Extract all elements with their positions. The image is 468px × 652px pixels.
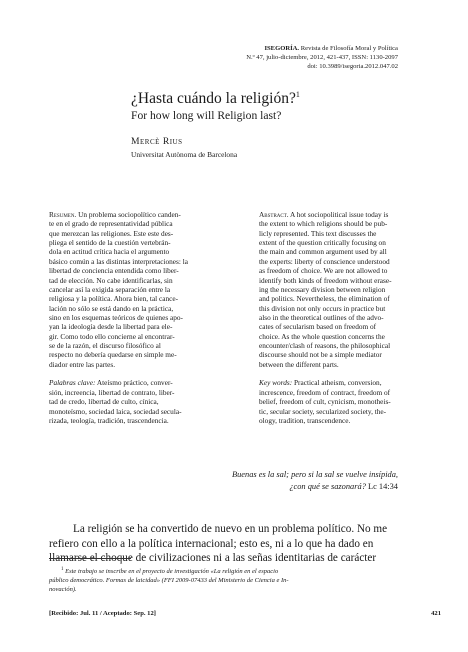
footnote bbox=[49, 566, 441, 595]
abstract-line: ing the necessary division between religion bbox=[259, 284, 386, 294]
resumen-line: pliega el sentido de la cuestión vertebrán- bbox=[49, 238, 171, 248]
abstract-line: the experts: liberty of conscience understood bbox=[259, 256, 390, 266]
key-words-line: increscence, freedom of contract, freedom of bbox=[259, 387, 391, 397]
journal-name: ISEGORÍA. bbox=[264, 45, 300, 52]
palabras-clave-line: rizada, teología, tradición, trascendencia. bbox=[49, 415, 169, 425]
resumen-line: sino en los esquemas teóricos de quienes apo- bbox=[49, 312, 183, 322]
abstract-label: Abstract. bbox=[259, 210, 289, 219]
journal-subtitle: Revista de Filosofía Moral y Política bbox=[299, 45, 398, 52]
resumen-line-text: Un problema sociopolítico canden- bbox=[76, 210, 181, 219]
title-text: ¿Hasta cuándo la religión? bbox=[131, 90, 296, 108]
resumen-line: básico común a las distintas interpretaciones: la bbox=[49, 256, 189, 266]
footnote-line bbox=[49, 566, 441, 577]
spacer bbox=[49, 369, 231, 378]
body-line: La religión se ha convertido de nuevo en un problema político. No me bbox=[73, 523, 388, 535]
palabras-clave-block bbox=[49, 378, 231, 425]
resumen-line: religiosa y la política. Ahora bien, tal cance- bbox=[49, 294, 179, 304]
resumen-line: yan la ideología desde la libertad para ele- bbox=[49, 322, 173, 332]
resumen-line: que merezcan las religiones. Este este des- bbox=[49, 228, 174, 238]
abstract-line: and politics. Nevertheless, the elimination of bbox=[259, 294, 390, 304]
abstract-line: licly represented. This text discusses the bbox=[259, 228, 377, 238]
resumen-line: lación no sólo se está dando en la práctica, bbox=[49, 303, 174, 313]
resumen-line: dola en actitud crítica hacia el argumento bbox=[49, 247, 170, 257]
doi-line: doi: 10.3989/isegoria.2012.047.02 bbox=[307, 63, 398, 71]
key-words-line-text: Practical atheism, conversion, bbox=[292, 378, 382, 388]
journal-header bbox=[246, 44, 398, 72]
palabras-clave-label: Palabras clave: bbox=[49, 378, 96, 388]
key-words-line bbox=[259, 378, 441, 387]
abstract-line: as freedom of choice. We are not allowed to bbox=[259, 266, 388, 276]
key-words-line: ology, tradition, transcendence. bbox=[259, 415, 351, 425]
palabras-clave-line: sión, increencia, libertad de contrato, liber- bbox=[49, 387, 175, 397]
journal-line bbox=[246, 44, 398, 53]
issue-line: N.º 47, julio-diciembre, 2012, 421-437, ISSN: 1130-2097 bbox=[246, 54, 398, 62]
article-title bbox=[131, 90, 300, 108]
palabras-clave-line: monoteísmo, sociedad laica, sociedad secula- bbox=[49, 406, 182, 416]
palabras-clave-line-text: Ateísmo práctico, conver- bbox=[95, 378, 173, 388]
author-name: Mercè Rius bbox=[131, 136, 183, 147]
title-footnote-mark: 1 bbox=[295, 90, 300, 99]
abstract-line: identify both kinds of freedom without erase- bbox=[259, 275, 392, 285]
page-number: 421 bbox=[431, 610, 441, 617]
received-accepted-dates: [Recibido: Jul. 11 / Aceptado: Sep. 12] bbox=[49, 610, 156, 617]
epigraph bbox=[232, 469, 398, 493]
abstract-line: choice. As the whole question concerns the bbox=[259, 331, 385, 341]
key-words-label: Key words: bbox=[259, 378, 293, 388]
footnote-line: novación). bbox=[49, 585, 77, 593]
abstract-line: this division not only occurs in practice but bbox=[259, 303, 386, 313]
abstract-line bbox=[259, 210, 441, 219]
resumen-line: gir. Como todo ello concierne al encontrar- bbox=[49, 331, 175, 341]
abstract-line-text: A hot sociopolitical issue today is bbox=[288, 210, 389, 219]
english-abstract-column bbox=[259, 210, 441, 425]
abstract-line: the main and common argument used by all bbox=[259, 247, 387, 257]
abstract-line: extent of the question critically focusing on bbox=[259, 238, 386, 248]
key-words-line: tic, secular society, secularized society, the- bbox=[259, 406, 387, 416]
spanish-abstract-column bbox=[49, 210, 231, 425]
abstract-line: between the different parts. bbox=[259, 359, 339, 369]
resumen-label: Resumen. bbox=[49, 210, 77, 219]
footnote-line-text: Este trabajo se inscribe en el proyecto de investigación «La religión en el espacio bbox=[63, 568, 279, 576]
palabras-clave-line: tad de credo, libertad de culto, cínica, bbox=[49, 397, 159, 407]
author-affiliation: Universitat Autònoma de Barcelona bbox=[131, 150, 238, 159]
footnote-mark: 1 bbox=[61, 567, 64, 572]
epigraph-reference: Lc 14:34 bbox=[365, 481, 398, 491]
body-line: llamarse el choque de civilizaciones ni a las señas identitarias de carácter bbox=[49, 552, 377, 565]
body-text bbox=[49, 522, 445, 566]
resumen-line: libertad de conciencia entendida como liber- bbox=[49, 266, 179, 276]
key-words-line: belief, freedom of cult, cynicism, monotheis- bbox=[259, 397, 391, 407]
abstract-line: encounter/clash of reasons, the philosophical bbox=[259, 341, 391, 351]
resumen-line: respecto no debería quedarse en simple me- bbox=[49, 350, 177, 360]
abstract-line: cates of secularism based on freedom of bbox=[259, 322, 377, 332]
resumen-line: se de la razón, el discurso filosófico al bbox=[49, 341, 161, 351]
epigraph-line-1: Buenas es la sal; pero si la sal se vuelve insípida, bbox=[231, 470, 398, 479]
resumen-line: cancelar así la exigida separación entre la bbox=[49, 284, 171, 294]
resumen-line: tad de elección. No cabe identificarlas, sin bbox=[49, 275, 173, 285]
article-subtitle: For how long will Religion last? bbox=[131, 109, 282, 122]
resumen-line bbox=[49, 210, 231, 219]
palabras-clave-line bbox=[49, 378, 231, 387]
epigraph-line-2-text: ¿con qué se sazonará? bbox=[289, 481, 366, 491]
key-words-block bbox=[259, 378, 441, 425]
resumen-line: te en el grado de representatividad pública bbox=[49, 219, 173, 229]
abstract-line: the extent to which religions should be pub- bbox=[259, 219, 388, 229]
abstract-block bbox=[259, 210, 441, 369]
epigraph-line-2 bbox=[232, 481, 398, 493]
footnote-rule bbox=[49, 558, 131, 559]
body-line: refiero con ello a la política internacional; esto es, ni a lo que ha dado en bbox=[49, 537, 374, 550]
resumen-block bbox=[49, 210, 231, 369]
footnote-line: público democrático. Formas de laicidad» (FFI 2009-07433 del Ministerio de Ciencia e In- bbox=[49, 577, 289, 585]
resumen-line: diador entre las partes. bbox=[49, 359, 116, 369]
spacer bbox=[259, 369, 441, 378]
abstract-line: discourse should not be a simple mediator bbox=[259, 350, 382, 360]
abstract-line: also in the theoretical outlines of the advo- bbox=[259, 312, 384, 322]
